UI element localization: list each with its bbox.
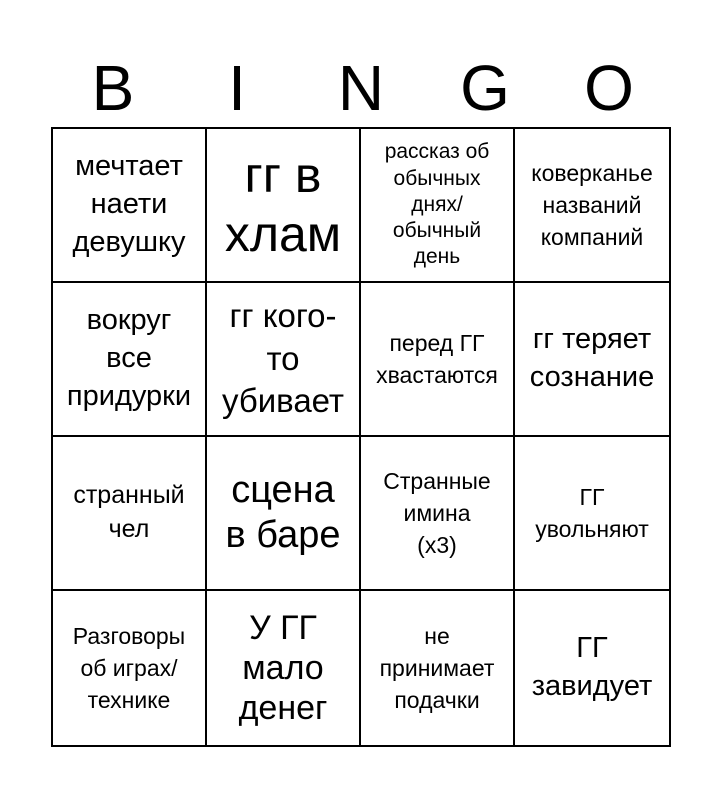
bingo-cell[interactable] [361,283,515,437]
header-letter-g: G [460,52,510,124]
cell-text: вокруг все придурки [66,304,192,412]
bingo-cell[interactable] [515,591,669,745]
cell-text: не принимает подачки [379,622,495,714]
cell-text: гг теряет сознание [529,323,655,393]
cell-text: ГГ завидует [531,632,653,702]
bingo-cell[interactable] [515,437,669,591]
cell-text: гг кого- то убивает [221,296,345,420]
bingo-cell[interactable] [361,437,515,591]
bingo-header [51,48,671,128]
cell-text: Странные имина (х3) [383,467,491,559]
cell-text: Разговоры об играх/ технике [72,622,186,714]
bingo-cell[interactable] [53,129,207,283]
bingo-cell[interactable] [207,591,361,745]
bingo-board [51,127,671,747]
cell-text: коверканье названий компаний [531,159,653,251]
bingo-cell[interactable] [515,129,669,283]
bingo-cell[interactable] [361,591,515,745]
cell-text: перед ГГ хвастаются [376,329,498,388]
bingo-cell[interactable] [207,283,361,437]
header-letter-b: B [91,52,135,124]
cell-text: мечтает наети девушку [72,150,186,258]
bingo-cell[interactable] [53,283,207,437]
header-letter-i: I [228,52,246,124]
bingo-cell[interactable] [515,283,669,437]
cell-text: рассказ об обычных днях/ обычный день [384,140,490,269]
bingo-cell[interactable] [361,129,515,283]
cell-text: гг в хлам [224,147,342,262]
cell-text: странный чел [73,481,185,543]
bingo-cell[interactable] [207,129,361,283]
bingo-cell[interactable] [53,437,207,591]
cell-text: ГГ увольняют [535,483,649,542]
bingo-cell[interactable] [53,591,207,745]
cell-text: сцена в баре [225,469,341,556]
header-letter-o: O [584,52,634,124]
header-letter-n: N [337,52,385,124]
bingo-cell[interactable] [207,437,361,591]
cell-text: У ГГ мало денег [238,608,328,728]
